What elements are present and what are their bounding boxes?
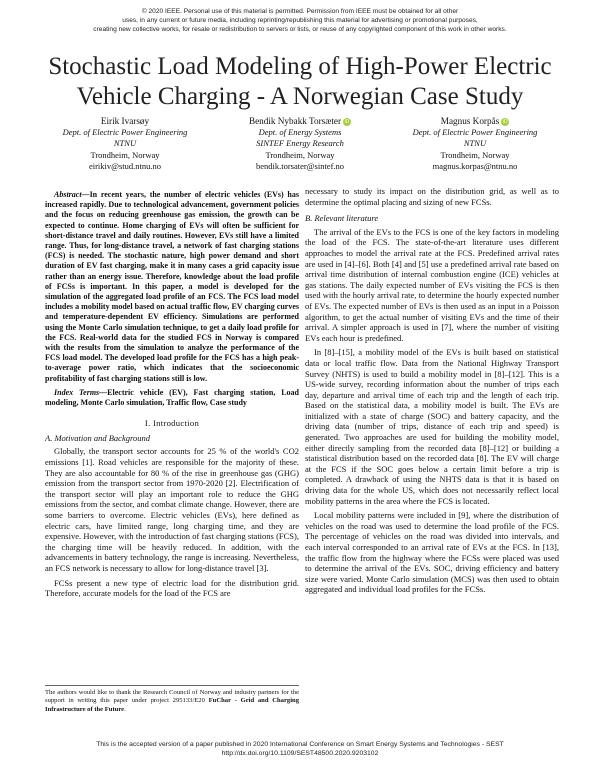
notice-line: creating new collective works, for resale or redistribution to servers or lists, or reuse of any copyrighted component of this work in other works. <box>93 26 507 34</box>
paper-title <box>30 52 570 112</box>
orcid-icon[interactable]: iD <box>344 119 350 125</box>
author-org: NTNU <box>463 138 487 149</box>
abstract-text: In recent years, the number of electric vehicles (EVs) has increased rapidly. Due to technological advancement, government policies and the focus on reducing greenhouse gas emission, the growth can be expected to continue. Home charging of EVs will often be sufficient for short-distance travel and daily routines. However, EVs still have a limited range. Thus, for long-distance travel, a network of fast charging stations (FCS) is needed. The stochastic nature, high power demand and short duration of EV fast charging, make it in many cases a grid capacity issue rather than an energy issue. Therefore, knowledge about the load profile of FCSs is important. In this paper, a model is developed for the simulation of the aggregated load profile of an FCS. The FCS load model includes a mobility model based on actual traffic flow, EV charging curves and temperature-dependent EV efficiency. Simulations are performed using the Monte Carlo simulation technique, to get a daily load profile for the FCS. Real-world data for the studied FCS in Norway is compared with the results from the simulation to analyze the performance of the FCS load model. The developed load profile for the FCS has a high peak-to-average power ratio, which indicates that the socioeconomic profitability of fast charging stations still is low. <box>45 190 299 383</box>
left-column <box>45 190 299 599</box>
author-2 <box>215 116 385 172</box>
body-paragraph: The arrival of the EVs to the FCS is one of the key factors in modeling the load of the FCS. The state-of-the-art literature uses different approaches to model the arrival rate at the FCS. Predefined arrival rates are used in [4]–[6]. Both [4] and [5] use a predefined arrival rate based on arrival time distribution of internal combustion engine (ICE) vehicles at gas stations. The daily expected number of EVs visiting the FCS is then used with the hourly arrival rate, to determine the hourly expected number of EVs. The expected number of EVs is then used as an input in a Poisson algorithm, to get the actual number of visiting EVs and the time of their arrival. A simpler approach is used in [7], where the number of visiting EVs each hour is predefined. <box>305 226 559 343</box>
author-3 <box>390 116 560 172</box>
index-terms-lead: Index Terms— <box>54 387 108 397</box>
copyright-notice <box>40 7 560 35</box>
abstract <box>45 190 299 384</box>
subsection-heading: A. Motivation and Background <box>45 432 150 443</box>
author-name: Bendik Nybakk Torsæter <box>248 116 342 126</box>
author-email[interactable]: eirikiv@stud.ntnu.no <box>88 160 162 171</box>
author-block <box>40 116 560 172</box>
footnote-project: FuChar - Grid and Charging Infrastructure of the Future <box>45 697 299 713</box>
notice-line: © 2020 IEEE. Personal use of this material is permitted. Permission from IEEE must be obtained for all other <box>141 8 459 15</box>
author-1 <box>40 116 210 172</box>
author-dept: Dept. of Electric Power Engineering <box>62 127 188 138</box>
orcid-icon[interactable]: iD <box>502 119 508 125</box>
body-paragraph: In [8]–[15], a mobility model of the EVs is built based on statistical data or local traffic flow. Data from the National Highway Transport Survey (NHTS) is used to build a mobility model in [8]–[12]. This is a US-wide survey, recording information about the number of trips each day, departure and arrival time of each trip and the length of each trip. Based on the statistical data, a mobility model is built. The EVs are initialized with a state of charge (SOC) and battery capacity, and the driving data (number of trips, distance of each trip and speed) is generated. Two approaches are used for building the mobility model, either directly sampling from the recorded data [8]–[12] or building a statistical distribution based on the recorded data [8]. The EV will charge at the FCS if the SOC goes below a certain limit before a trip is completed. A drawback of using the NHTS data is that it is based on driving data for the whole US, which does not necessarily reflect local mobility patterns in the area where the FCS is located. <box>305 347 559 506</box>
title-line: Stochastic Load Modeling of High-Power Electric <box>48 53 552 80</box>
footnote-end: . <box>124 705 126 713</box>
author-org: SINTEF Energy Research <box>256 138 344 149</box>
section-heading: I. Introduction <box>144 418 200 429</box>
author-email[interactable]: bendik.torsater@sintef.no <box>255 160 345 171</box>
accepted-version-note <box>20 740 580 759</box>
author-org: NTNU <box>113 138 137 149</box>
doi-link[interactable]: http://dx.doi.org/10.1109/SEST48500.2020.9203102 <box>221 750 379 758</box>
subsection-heading: B. Relevant literature <box>305 213 379 224</box>
author-city: Trondheim, Norway <box>90 149 160 160</box>
author-city: Trondheim, Norway <box>440 149 510 160</box>
body-paragraph: FCSs present a new type of electric load for the distribution grid. Therefore, accurate models for the load of the FCS are <box>45 577 299 599</box>
author-city: Trondheim, Norway <box>265 149 335 160</box>
notice-line: uses, in any current or future media, including reprinting/republishing this material for advertising or promotional purposes, <box>122 17 478 25</box>
abstract-lead: Abstract— <box>54 190 90 199</box>
bottom-line: This is the accepted version of a paper published in 2020 International Conference on Smart Energy Systems and Technologies - SEST <box>96 741 504 748</box>
index-terms-text: Electric vehicle (EV), Fast charging station, Load modeling, Monte Carlo simulation, Traffic flow, Case study <box>45 387 300 408</box>
body-paragraph: Local mobility patterns were included in [9], where the distribution of vehicles on the road was used to determine the load profile of the FCS. The percentage of vehicles on the road was divided into intervals, and each interval corresponded to an arrival rate of EVs at the FCS. In [13], the traffic flow from the highway where the FCSs were placed was used to determine the arrival of the EVs. SOC, driving efficiency and battery size were varied. Monte Carlo simulation (MCS) was then used to obtain aggregated and individual load profiles for the FCSs. <box>305 510 559 595</box>
right-column <box>305 186 559 595</box>
body-paragraph: necessary to study its impact on the distribution grid, as well as to determine the optimal placing and sizing of new FCSs. <box>305 186 559 207</box>
body-paragraph: Globally, the transport sector accounts for 25 % of the world's CO2 emissions [1]. Road vehicles are responsible for the majority of these. They are also accountable for 80 % of the rise in greenhouse gas (GHG) emission from the transport sector from 1970-2020 [2]. Electrification of the transport sector will play an important role to reduce the GHG emissions from the sector, and combat climate change. However, there are some barriers to overcome. Electric vehicles (EVs), here defined as electric cars, have limited range, long charging time, and they are expensive. However, with the introduction of fast charging stations (FCS), the charging time will be heavily reduced. In addition, with the advancements in battery technology, the range is increasing. Nevertheless, an FCS network is necessary to allow for long-distance travel [3]. <box>45 446 299 573</box>
author-email[interactable]: magnus.korpas@ntnu.no <box>432 160 518 171</box>
footnote <box>45 685 299 714</box>
author-dept: Dept. of Electric Power Engineering <box>412 127 538 138</box>
index-terms <box>45 388 299 408</box>
author-name: Magnus Korpås <box>440 116 500 126</box>
footnote-text: The authors would like to thank the Research Council of Norway and industry partners for the support in writing this paper under project 295133/E20 <box>45 689 299 705</box>
author-dept: Dept. of Energy Systems <box>258 127 342 138</box>
author-name: Eirik Ivarsøy <box>100 116 150 126</box>
title-line: Vehicle Charging - A Norwegian Case Study <box>76 83 524 110</box>
